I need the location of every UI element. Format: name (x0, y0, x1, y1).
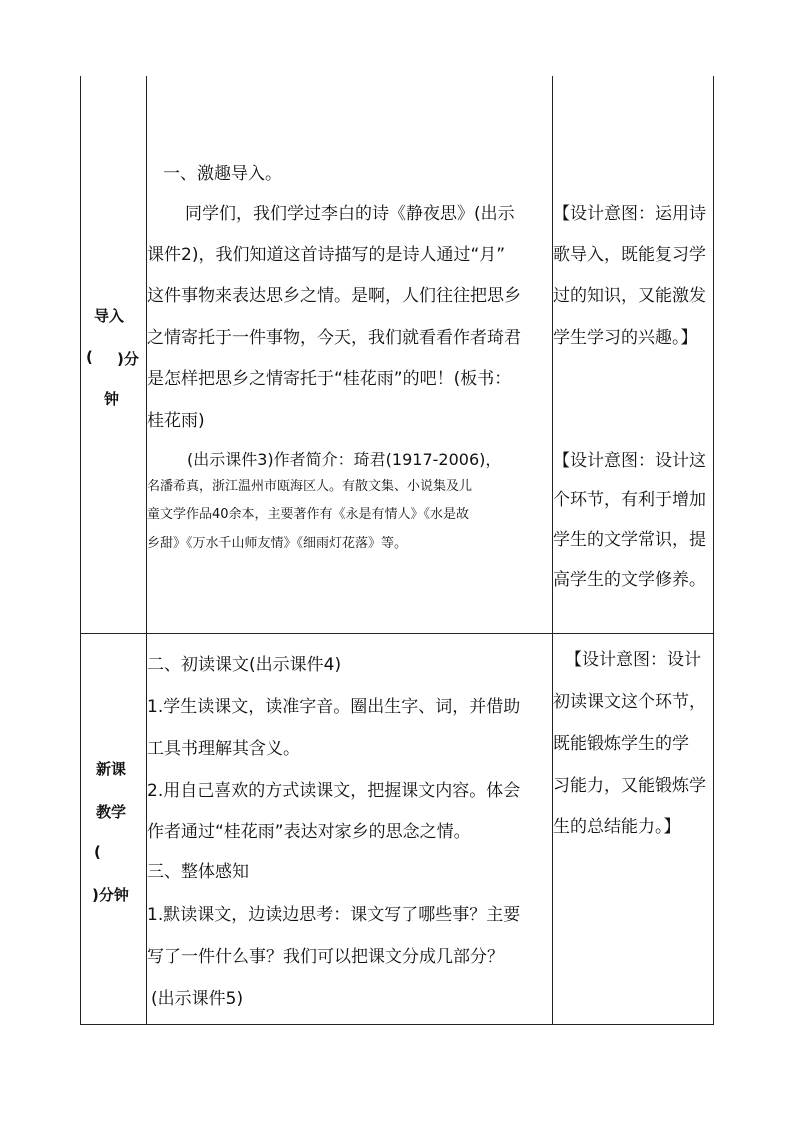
design-note-line: 【设计意图：设计这 (553, 451, 706, 471)
stage-label-new: 新课 (96, 760, 127, 778)
design-note-line: 初读课文这个环节， (553, 692, 706, 712)
design-note-line: 学生学习的兴趣。】 (553, 328, 698, 348)
design-note-line: 【设计意图：运用诗 (553, 204, 706, 224)
intro-para-line: 这件事物来表达思乡之情。是啊，人们往往把思乡 (147, 286, 521, 306)
stage-label-paren-open: ( (94, 843, 101, 861)
intro-para-line: 之情寄托于一件事物，今天，我们就看看作者琦君 (147, 328, 521, 348)
author-intro-line: (出示课件3)作者简介：琦君(1917-2006)， (187, 450, 502, 469)
stage-label-minutes: )分钟 (92, 886, 129, 904)
author-bio-line: 童文学作品40余本，主要著作有《永是有情人》《水是故 (147, 507, 470, 522)
intro-para-line: 是怎样把思乡之情寄托于“桂花雨”的吧！(板书： (147, 369, 512, 389)
stage-label-teaching: 教学 (96, 803, 127, 821)
design-cell-intro (553, 77, 713, 633)
content-cell-intro (147, 77, 552, 633)
stage-label-intro-paren-open: ( (86, 348, 93, 366)
stage-label-intro-minutes: )分 (117, 350, 139, 368)
stage-label-intro: 导入 (94, 307, 125, 325)
design-note-line: 个环节，有利于增加 (553, 490, 706, 510)
lesson-line: 1.默读课文，边读边思考：课文写了哪些事？主要 (147, 905, 521, 925)
intro-para-line: 课件2)，我们知道这首诗描写的是诗人通过“月” (147, 245, 506, 265)
design-note-line: 学生的文学常识，提 (553, 530, 706, 550)
design-note-line: 歌导入，既能复习学 (553, 245, 706, 265)
design-note-line: 【设计意图：设计 (565, 650, 701, 670)
lesson-line: 工具书理解其含义。 (147, 739, 300, 759)
lesson-line: 三、整体感知 (147, 862, 249, 882)
design-note-line: 过的知识，又能激发 (553, 286, 706, 306)
lesson-line: 作者通过“桂花雨”表达对家乡的思念之情。 (147, 822, 471, 842)
table-right-border (713, 76, 714, 1025)
intro-para-line: 桂花雨) (147, 411, 205, 431)
intro-para-line: 同学们，我们学过李白的诗《静夜思》(出示 (185, 204, 515, 224)
design-note-line: 高学生的文学修养。 (553, 570, 706, 590)
design-cell-new-lesson (553, 634, 713, 1024)
author-bio-line: 名潘希真，浙江温州市瓯海区人。有散文集、小说集及儿 (147, 479, 473, 494)
lesson-line: 2.用自己喜欢的方式读课文，把握课文内容。体会 (147, 781, 521, 801)
design-note-line: 习能力，又能锻炼学 (553, 776, 706, 796)
author-bio-line: 乡甜》《万水千山师友情》《细雨灯花落》等。 (147, 536, 408, 551)
lesson-line: 二、初读课文(出示课件4) (147, 655, 342, 675)
lesson-line: 写了一件什么事？我们可以把课文分成几部分？ (147, 947, 504, 967)
design-note-line: 既能锻炼学生的学 (553, 734, 689, 754)
lesson-line: 1.学生读课文，读准字音。圈出生字、词，并借助 (147, 697, 521, 717)
content-cell-new-lesson (147, 634, 552, 1024)
table-left-border (80, 76, 81, 1025)
lesson-line: (出示课件5) (151, 989, 244, 1009)
stage-label-intro-zhong: 钟 (104, 390, 120, 408)
section-heading-intro: 一、激趣导入。 (163, 164, 282, 184)
design-note-line: 生的总结能力。】 (553, 817, 681, 837)
table-bottom-border (80, 1024, 714, 1025)
